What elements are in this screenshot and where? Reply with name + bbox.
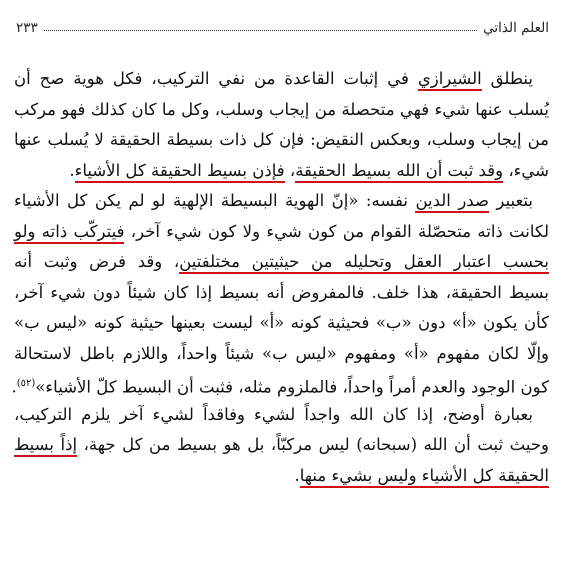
text-segment: ، وقد فرض وثبت أنه bbox=[14, 252, 180, 271]
highlighted-phrase: الحقيقة كل الأشياء وليس بشيء منها bbox=[300, 466, 549, 488]
text-segment: بسيط الحقيقة، هذا خلف. فالمفروض أنه بسيط إذا كان شيئاً دون شيء آخر، bbox=[14, 282, 549, 302]
text-segment: وإلّا لكان مفهوم «أ» ومفهوم «ليس ب» شيئاً واحداً، واللازم باطل لاستحالة bbox=[14, 343, 549, 363]
highlighted-phrase: فإذن بسيط الحقيقة كل الأشياء bbox=[75, 161, 285, 183]
text-line bbox=[14, 64, 549, 95]
text-line bbox=[14, 430, 549, 461]
text-segment: بعبارة أوضح، إذا كان الله واجداً لشيء وفاقداً لشيء آخر يلزم التركيب، bbox=[14, 404, 533, 424]
text-segment: لكانت ذاته متحصّلة القوام من كون شيء ولا كون شيء آخر، bbox=[124, 221, 549, 241]
text-line bbox=[14, 95, 549, 126]
text-line bbox=[11, 369, 549, 400]
running-header bbox=[16, 10, 549, 36]
text-segment: ، bbox=[284, 160, 296, 180]
text-segment: نفسه: «إنّ الهوية البسيطة الإلهية لو لم يكن كل الأشياء bbox=[14, 191, 416, 210]
text-line bbox=[14, 186, 549, 217]
text-segment: ينطلق bbox=[481, 69, 533, 88]
text-segment: بتعبير bbox=[488, 191, 533, 210]
text-line bbox=[14, 247, 549, 278]
text-line bbox=[14, 278, 549, 309]
highlighted-phrase: إذاً بسيط bbox=[14, 435, 77, 457]
text-line bbox=[14, 461, 549, 492]
highlighted-phrase: فيتركّب ذاته ولو bbox=[14, 222, 124, 244]
header-dot-leader bbox=[44, 29, 477, 31]
running-title: العلم الذاتي bbox=[483, 20, 549, 36]
body-text bbox=[11, 64, 549, 491]
text-segment: . bbox=[69, 160, 75, 180]
text-line bbox=[14, 400, 549, 431]
text-segment: يُسلب عنها شيء فهي متحصلة من إيجاب وسلب، وكل ما كان كذلك فهو مركب bbox=[14, 99, 549, 119]
page-number: ٢٣٣ bbox=[16, 20, 38, 36]
highlighted-phrase: بحسب اعتبار العقل وتحليله من حيثيتين مختلفتين bbox=[179, 252, 549, 274]
text-line bbox=[14, 308, 549, 339]
highlighted-phrase: صدر الدين bbox=[415, 191, 489, 213]
text-line bbox=[14, 156, 549, 187]
text-segment: في إثبات القاعدة من نفي التركيب، فكل هوية صح أن bbox=[14, 69, 418, 88]
text-segment: شيء، bbox=[503, 160, 549, 180]
text-line bbox=[14, 125, 549, 156]
highlighted-phrase: وقد ثبت أن الله بسيط الحقيقة bbox=[295, 161, 503, 183]
text-segment: كون الوجود والعدم أمراً واحداً، فالملزوم مثله، فثبت أن البسيط كلّ الأشياء» bbox=[35, 377, 549, 397]
text-segment: وحيث ثبت أن الله (سبحانه) ليس مركبّاً، بل هو بسيط من كل جهة، bbox=[77, 435, 549, 454]
footnote-marker: (٥٢) bbox=[16, 378, 36, 389]
highlighted-phrase: الشيرازي bbox=[418, 69, 482, 91]
text-line bbox=[14, 217, 549, 248]
text-segment: كأن يكون «أ» دون «ب» فحيثية كونه «أ» ليست بعينها حيثية كونه «ليس ب» bbox=[14, 313, 549, 332]
text-segment: من إيجاب وسلب، وبعكس النقيض: فإن كل ذات بسيطة الحقيقة لا يُسلب عنها bbox=[14, 130, 549, 149]
text-line bbox=[14, 339, 549, 370]
text-segment: . bbox=[11, 377, 17, 397]
text-segment: . bbox=[294, 465, 300, 485]
